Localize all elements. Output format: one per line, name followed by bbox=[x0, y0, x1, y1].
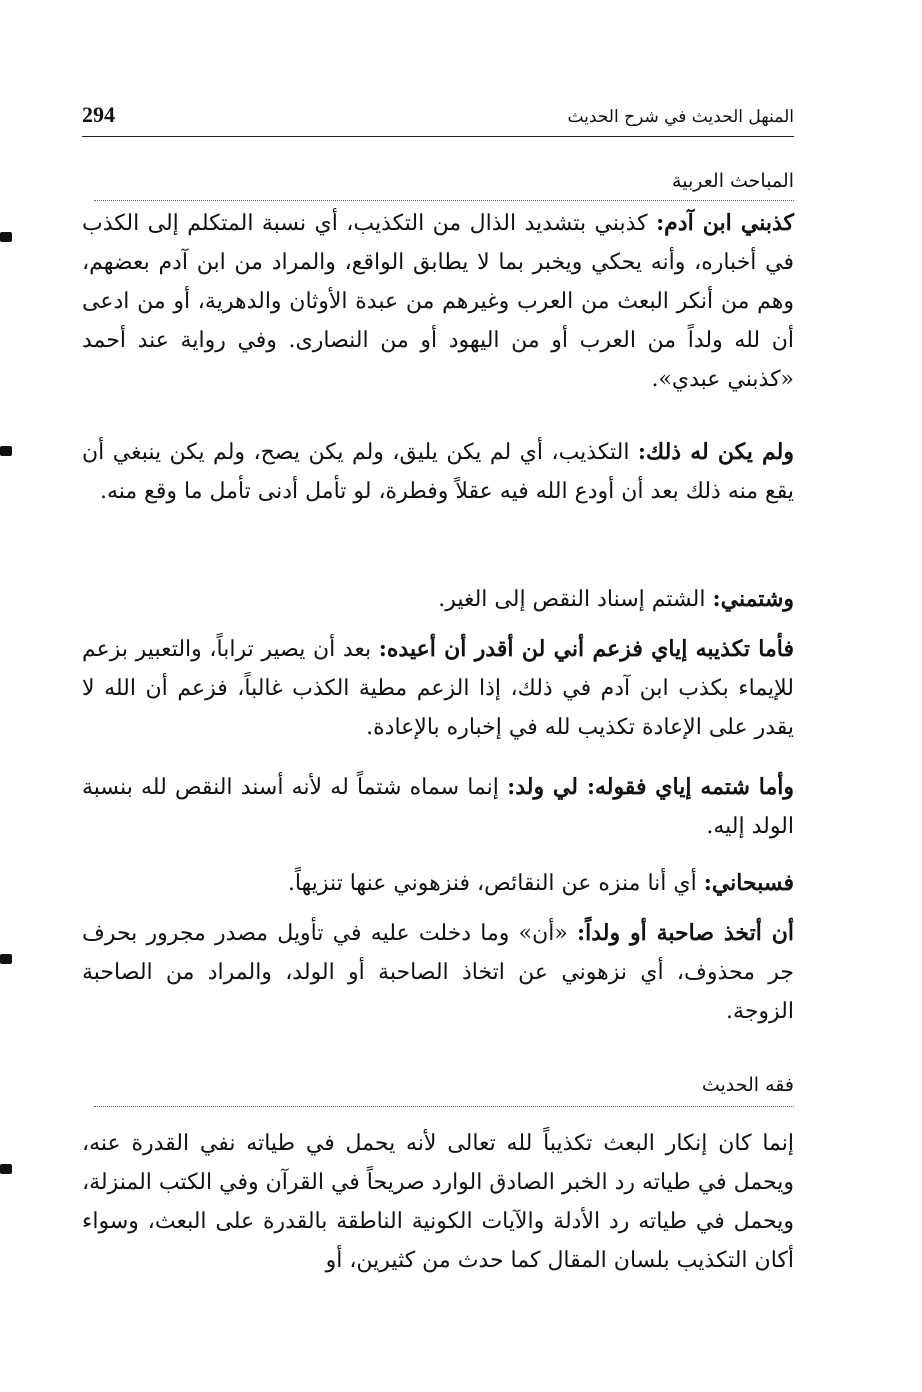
paragraph-text: أي أنا منزه عن النقائص، فنزهوني عنها تنزيهاً. bbox=[287, 871, 704, 896]
paragraph-text: كذبني بتشديد الذال من التكذيب، أي نسبة المتكلم إلى الكذب في أخباره، وأنه يحكي ويخبر بما لا يطابق الواقع، والمراد من ابن آدم بعضهم، وهم من أنكر البعث من العرب وغيرهم من عبدة الأوثان والدهرية، أو من ادعى أن لله ولداً من العرب أو من اليهود أو من النصارى. وفي رواية عند أحمد «كذبني عبدي». bbox=[82, 211, 794, 392]
margin-scan-mark bbox=[0, 1164, 12, 1174]
running-header bbox=[82, 96, 794, 137]
paragraph-term: ولم يكن له ذلك: bbox=[637, 439, 794, 465]
margin-scan-mark bbox=[0, 954, 12, 964]
paragraph-text: بعد أن يصير تراباً، والتعبير بزعم للإيماء بكذب ابن آدم في ذلك، إذا الزعم مطية الكذب غالباً، فزعم أن الله لا يقدر على الإعادة تكذيب لله في إخباره بالإعادة. bbox=[82, 637, 794, 740]
paragraph-term: فسبحاني: bbox=[703, 870, 794, 896]
margin-scan-mark bbox=[0, 232, 12, 242]
section-heading-hadith-jurisprudence: فقه الحديث bbox=[701, 1074, 794, 1096]
paragraph-text: إنما كان إنكار البعث تكذيباً لله تعالى لأنه يحمل في طياته نفي القدرة عنه، ويحمل في طياته رد الخبر الصادق الوارد صريحاً في القرآن وفي الكتب المنزلة، ويحمل في طياته رد الأدلة والآيات الكونية الناطقة بالقدرة على البعث، وسواء أكان التكذيب بلسان المقال كما حدث من كثيرين، أو bbox=[82, 1131, 794, 1273]
paragraph bbox=[82, 1124, 794, 1280]
margin-scan-mark bbox=[0, 446, 12, 456]
paragraph-text: «أن» وما دخلت عليه في تأويل مصدر مجرور بحرف جر محذوف، أي نزهوني عن اتخاذ الصاحبة أو الولد، والمراد من الصاحبة الزوجة. bbox=[82, 921, 794, 1024]
paragraph-term: وشتمني: bbox=[712, 586, 794, 612]
paragraph bbox=[82, 864, 794, 903]
heading-rule bbox=[94, 200, 794, 201]
section-heading-arabic-studies: المباحث العربية bbox=[672, 170, 794, 192]
paragraph-term: أن أتخذ صاحبة أو ولداً: bbox=[577, 920, 794, 946]
paragraph bbox=[82, 433, 794, 511]
paragraph bbox=[82, 580, 794, 619]
heading-rule bbox=[94, 1106, 794, 1107]
paragraph bbox=[82, 204, 794, 399]
paragraph-text: التكذيب، أي لم يكن يليق، ولم يكن يصح، ولم يكن ينبغي أن يقع منه ذلك بعد أن أودع الله فيه عقلاً وفطرة، لو تأمل أدنى تأمل ما وقع منه. bbox=[82, 440, 794, 504]
paragraph-text: إنما سماه شتماً له لأنه أسند النقص لله بنسبة الولد إليه. bbox=[82, 775, 794, 839]
book-title: المنهل الحديث في شرح الحديث bbox=[567, 107, 794, 127]
paragraph bbox=[82, 914, 794, 1031]
paragraph bbox=[82, 768, 794, 846]
paragraph-term: كذبني ابن آدم: bbox=[656, 210, 794, 236]
page-number: 294 bbox=[82, 102, 115, 127]
paragraph-text: الشتم إسناد النقص إلى الغير. bbox=[438, 587, 713, 612]
paragraph-term: فأما تكذيبه إياي فزعم أني لن أقدر أن أعيده: bbox=[378, 636, 795, 662]
paragraph-term: وأما شتمه إياي فقوله: لي ولد: bbox=[507, 774, 794, 800]
paragraph bbox=[82, 630, 794, 747]
